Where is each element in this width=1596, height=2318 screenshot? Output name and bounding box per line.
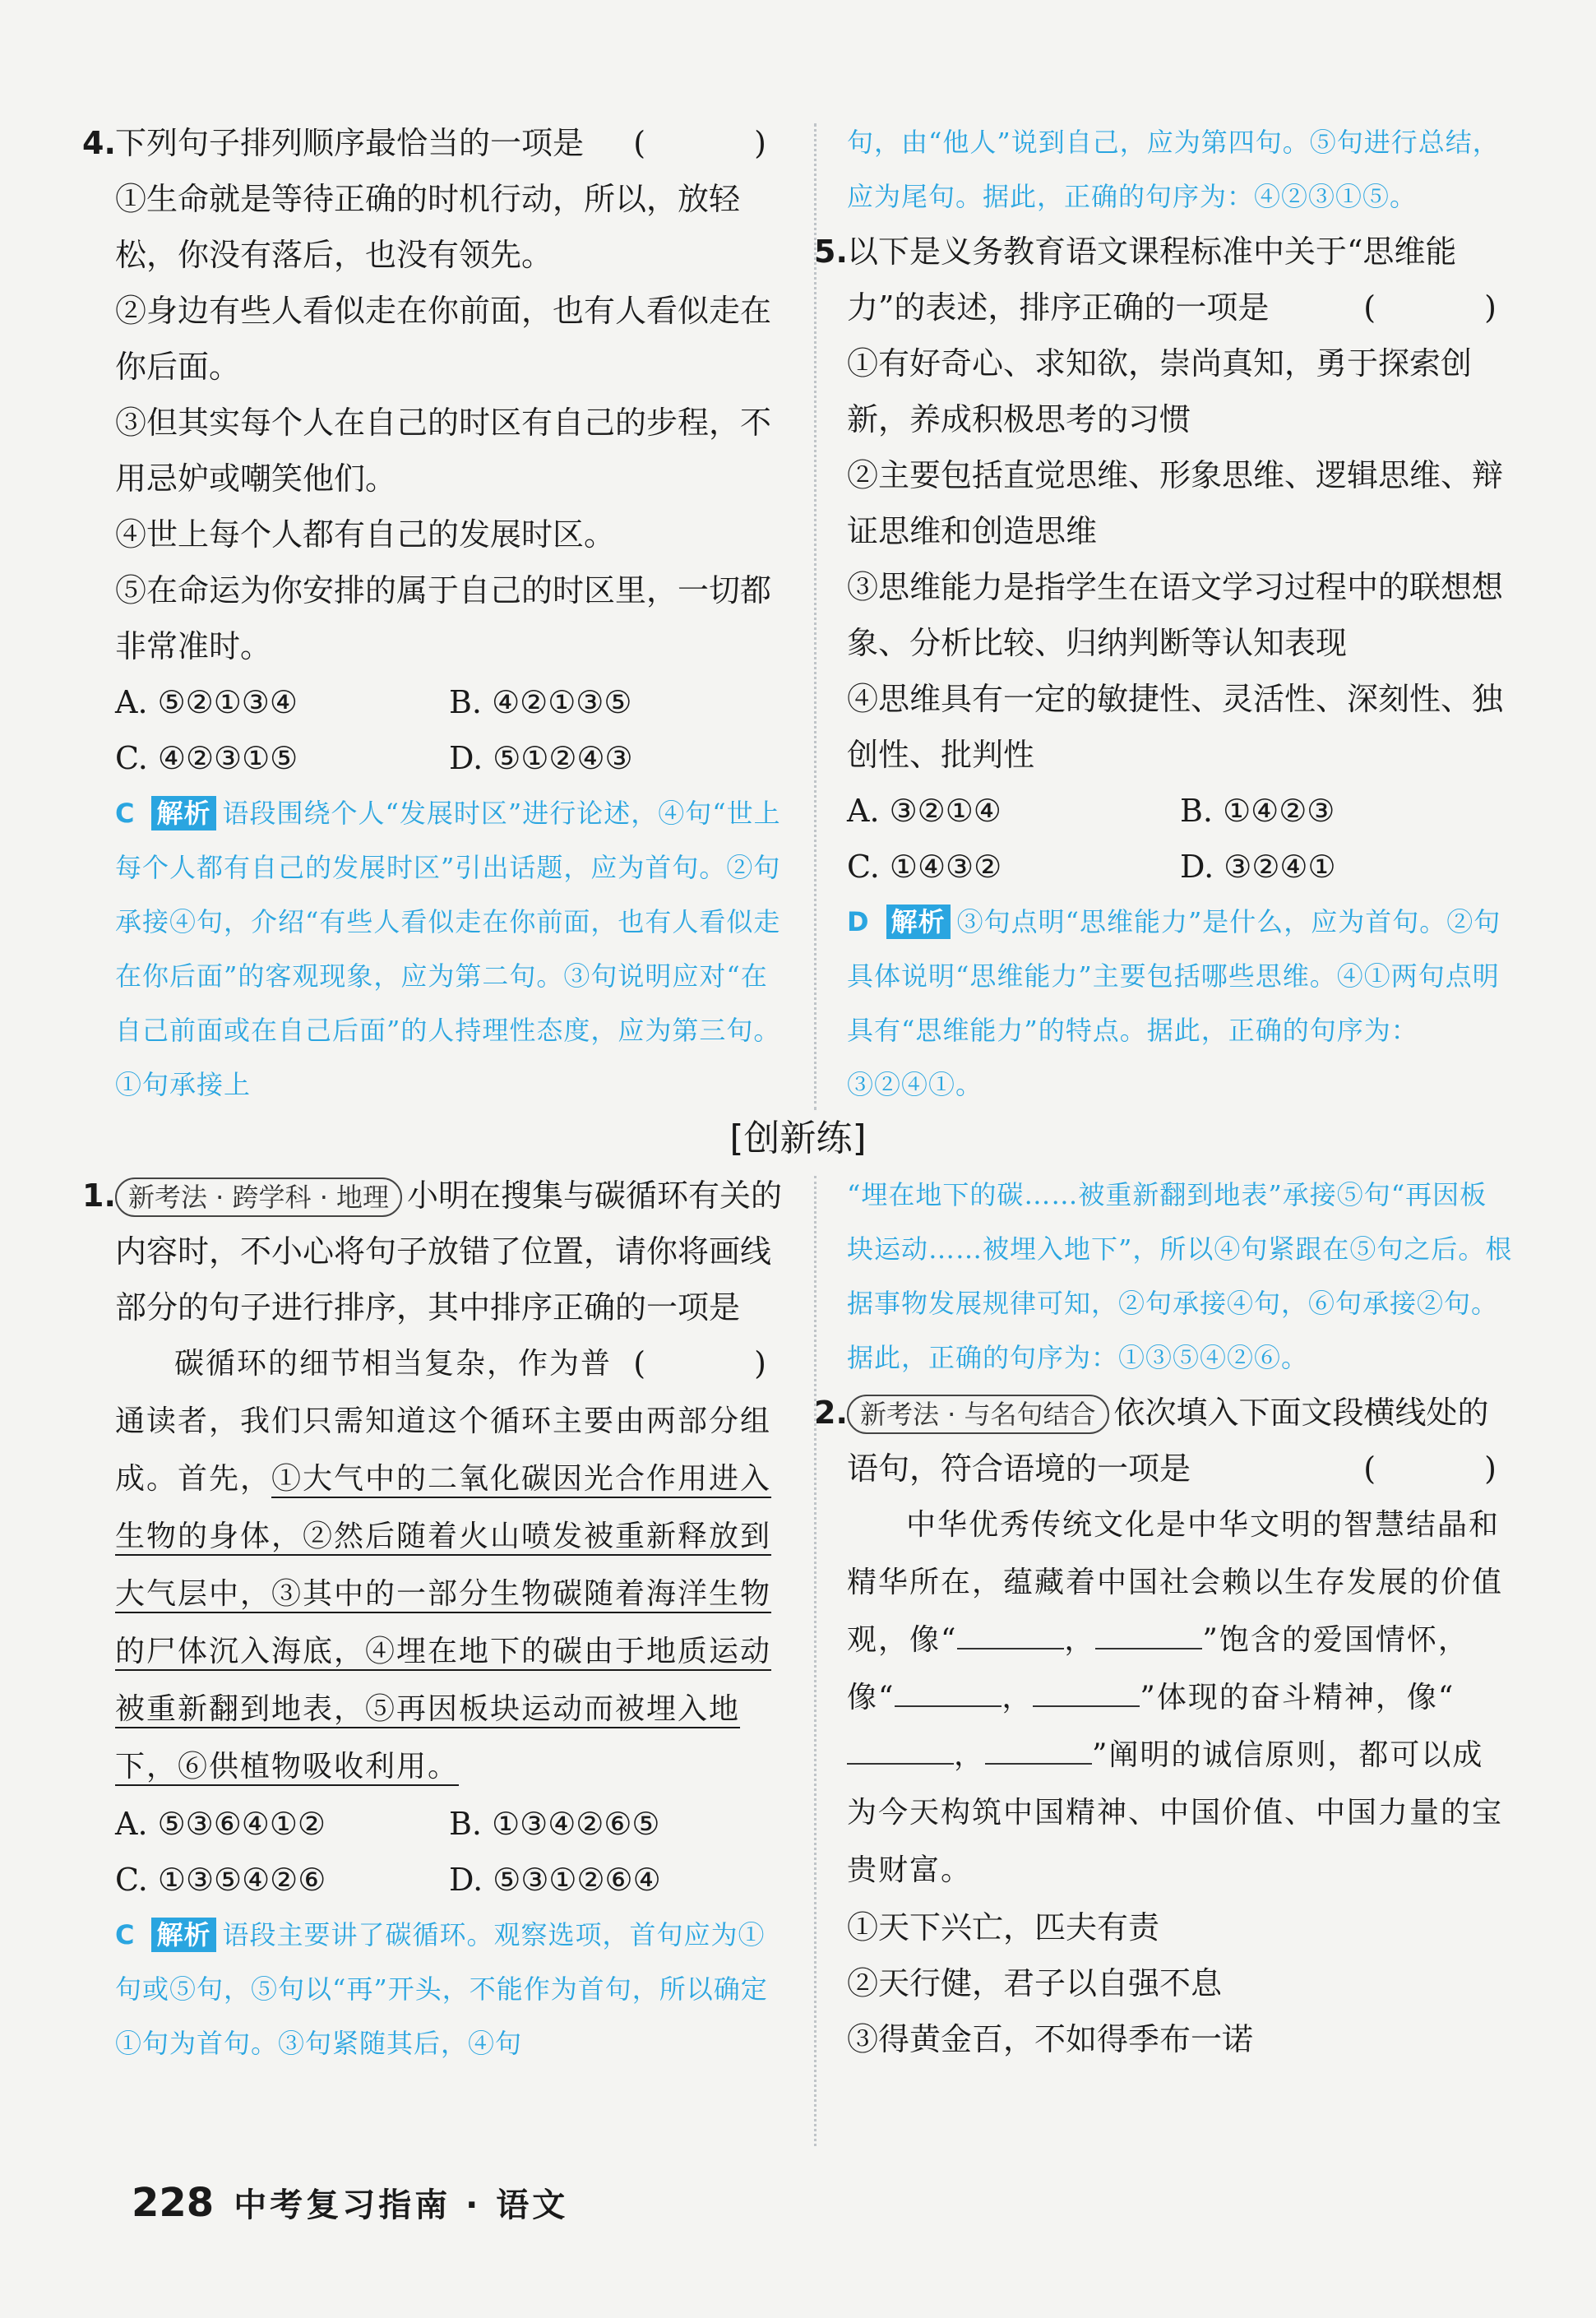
sentence-2: ②主要包括直觉思维、形象思维、逻辑思维、辩证思维和创造思维 — [847, 457, 1504, 549]
column-divider — [814, 1176, 817, 2146]
question-4 — [82, 115, 816, 1112]
option-b: B. ①④②③ — [1180, 793, 1335, 829]
passage-intro: 碳循环的细节相当复杂，作为普通读者，我们只需知道这个循环主要由两部分组成。首先， — [115, 1347, 772, 1496]
answer-parentheses: ( ) — [633, 1345, 816, 1381]
analysis-tag: 解析 — [151, 1918, 215, 1952]
analysis-text: 语段围绕个人“发展时区”进行论述，④句“世上每个人都有自己的发展时区”引出话题，应为首句。②句承接④句，介绍“有些人看似走在你前面，也有人看似走在你后面”的客观现象，应为第二句。③句说明应对“在自己前面或在自己后面”的人持理性态度，应为第三句。①句承接上 — [115, 798, 781, 1100]
passage — [847, 1497, 1513, 1899]
sentence-1: ①天下兴亡，匹夫有责 — [847, 1909, 1160, 1946]
page-number: 228 — [132, 2180, 215, 2226]
sentence-3: ③得黄金百，不如得季布一诺 — [847, 2021, 1254, 2057]
blank — [985, 1733, 1092, 1765]
analysis — [115, 786, 783, 1112]
question-text: 小明在搜集与碳循环有关的内容时，不小心将句子放错了位置，请你将画线部分的句子进行排序，其中排序正确的一项是 — [115, 1178, 783, 1326]
question-number: 2. — [814, 1395, 848, 1431]
sentence-3: ③但其实每个人在自己的时区有自己的步程，不用忌妒或嘲笑他们。 — [115, 405, 772, 497]
option-a: A. ⑤③⑥④①② — [115, 1806, 326, 1842]
passage-text: 中华优秀传统文化是中华文明的智慧结晶和精华所在，蕴藏着中国社会赖以生存发展的价值观，像“ — [847, 1508, 1504, 1657]
passage — [115, 1335, 783, 1796]
option-d: D. ⑤①②④③ — [449, 740, 633, 776]
option-a: A. ⑤②①③④ — [115, 684, 298, 720]
blank — [847, 1733, 954, 1765]
analysis-continued: “埋在地下的碳……被重新翻到地表”承接⑤句“再因板块运动……被埋入地下”，所以④句紧跟在⑤句之后。根据事物发展规律可知，②句承接④句，⑥句承接②句。据此，正确的句序为：①③⑤④②⑥。 — [847, 1179, 1513, 1373]
sentence-5: ⑤在命运为你安排的属于自己的时区里，一切都非常准时。 — [115, 572, 772, 664]
option-c: C. ①④③② — [847, 849, 1002, 885]
question-type-badge: 新考法 · 跨学科 · 地理 — [115, 1178, 402, 1217]
analysis-continued: 句，由“他人”说到自己，应为第四句。⑤句进行总结，应为尾句。据此，正确的句序为：④②③①⑤。 — [847, 127, 1500, 212]
question-4-stem — [82, 115, 816, 171]
question-2-stem — [814, 1385, 1546, 1497]
innovation-question-1 — [82, 1168, 816, 2070]
question-number: 1. — [82, 1178, 116, 1214]
answer-letter: C — [115, 1919, 136, 1950]
sentence-1: ①生命就是等待正确的时机行动，所以，放轻松，你没有落后，也没有领先。 — [115, 181, 741, 273]
option-b: B. ④②①③⑤ — [449, 684, 632, 720]
option-d: D. ③②④① — [1180, 849, 1336, 885]
comma: ， — [1002, 1681, 1034, 1714]
analysis-text: 语段主要讲了碳循环。观察选项，首句应为①句或⑤句，⑤句以“再”开头，不能作为首句，所以确定①句为首句。③句紧随其后，④句 — [115, 1919, 768, 2059]
analysis — [115, 1908, 783, 2070]
option-a: A. ③②①④ — [847, 793, 1002, 829]
sentence-2: ②天行健，君子以自强不息 — [847, 1965, 1223, 2001]
question-1-stem — [82, 1168, 816, 1381]
question-number: 5. — [814, 234, 848, 270]
answer-parentheses: ( ) — [1363, 1450, 1546, 1487]
blank — [1095, 1618, 1202, 1649]
question-5 — [814, 115, 1546, 1112]
book-title: 中考复习指南 · 语文 — [234, 2186, 569, 2224]
page-footer — [132, 2179, 568, 2226]
passage-text: ”饱含的爱国情怀，像“ — [847, 1623, 1469, 1714]
analysis-tag: 解析 — [151, 796, 215, 831]
analysis-tag: 解析 — [886, 905, 951, 939]
underlined-sentences: ①大气中的二氧化碳因光合作用进入生物的身体，②然后随着火山喷发被重新释放到大气层中，③其中的一部分生物碳随着海洋生物的尸体沉入海底，④埋在地下的碳由于地质运动被重新翻到地表，⑤再因板块运动而被埋入地下，⑥供植物吸收利用。 — [115, 1462, 772, 1784]
analysis — [847, 895, 1513, 1112]
answer-letter: C — [115, 798, 136, 829]
options — [115, 1796, 783, 1908]
question-type-badge: 新考法 · 与名句结合 — [847, 1395, 1109, 1434]
section-title: [创新练] — [729, 1117, 867, 1159]
option-c: C. ①③⑤④②⑥ — [115, 1862, 326, 1898]
passage-text: ”阐明的诚信原则，都可以成为今天构筑中国精神、中国价值、中国力量的宝贵财富。 — [847, 1738, 1504, 1887]
sentence-4: ④思维具有一定的敏捷性、灵活性、深刻性、独创性、批判性 — [847, 681, 1504, 773]
analysis-text: ③句点明“思维能力”是什么，应为首句。②句具体说明“思维能力”主要包括哪些思维。④①两句点明具有“思维能力”的特点。据此，正确的句序为：③②④①。 — [847, 906, 1501, 1100]
options — [115, 674, 783, 786]
question-5-stem — [814, 224, 1546, 335]
sentence-4: ④世上每个人都有自己的发展时区。 — [115, 516, 616, 553]
answer-parentheses: ( ) — [1363, 289, 1546, 326]
sentence-3: ③思维能力是指学生在语文学习过程中的联想想象、分析比较、归纳判断等认知表现 — [847, 569, 1504, 661]
option-c: C. ④②③①⑤ — [115, 740, 298, 776]
sentence-1: ①有好奇心、求知欲，崇尚真知，勇于探索创新，养成积极思考的习惯 — [847, 345, 1473, 437]
comma: ， — [1064, 1623, 1096, 1657]
question-text: 依次填入下面文段横线处的语句，符合语境的一项是 — [847, 1395, 1489, 1487]
answer-letter: D — [847, 906, 870, 937]
comma: ， — [954, 1738, 986, 1772]
blank — [1033, 1676, 1140, 1707]
option-b: B. ①③④②⑥⑤ — [449, 1806, 660, 1842]
option-d: D. ⑤③①②⑥④ — [449, 1862, 661, 1898]
blank — [895, 1676, 1002, 1707]
innovation-question-2 — [814, 1168, 1546, 2067]
question-text: 以下是义务教育语文课程标准中关于“思维能力”的表述，排序正确的一项是 — [847, 234, 1457, 326]
blank — [957, 1618, 1064, 1649]
question-text: 下列句子排列顺序最恰当的一项是 — [115, 125, 585, 161]
options — [847, 783, 1513, 895]
question-number: 4. — [82, 125, 116, 161]
sentence-2: ②身边有些人看似走在你前面，也有人看似走在你后面。 — [115, 293, 772, 385]
answer-parentheses: ( ) — [633, 125, 816, 161]
passage-text: ”体现的奋斗精神，像“ — [1140, 1681, 1455, 1714]
